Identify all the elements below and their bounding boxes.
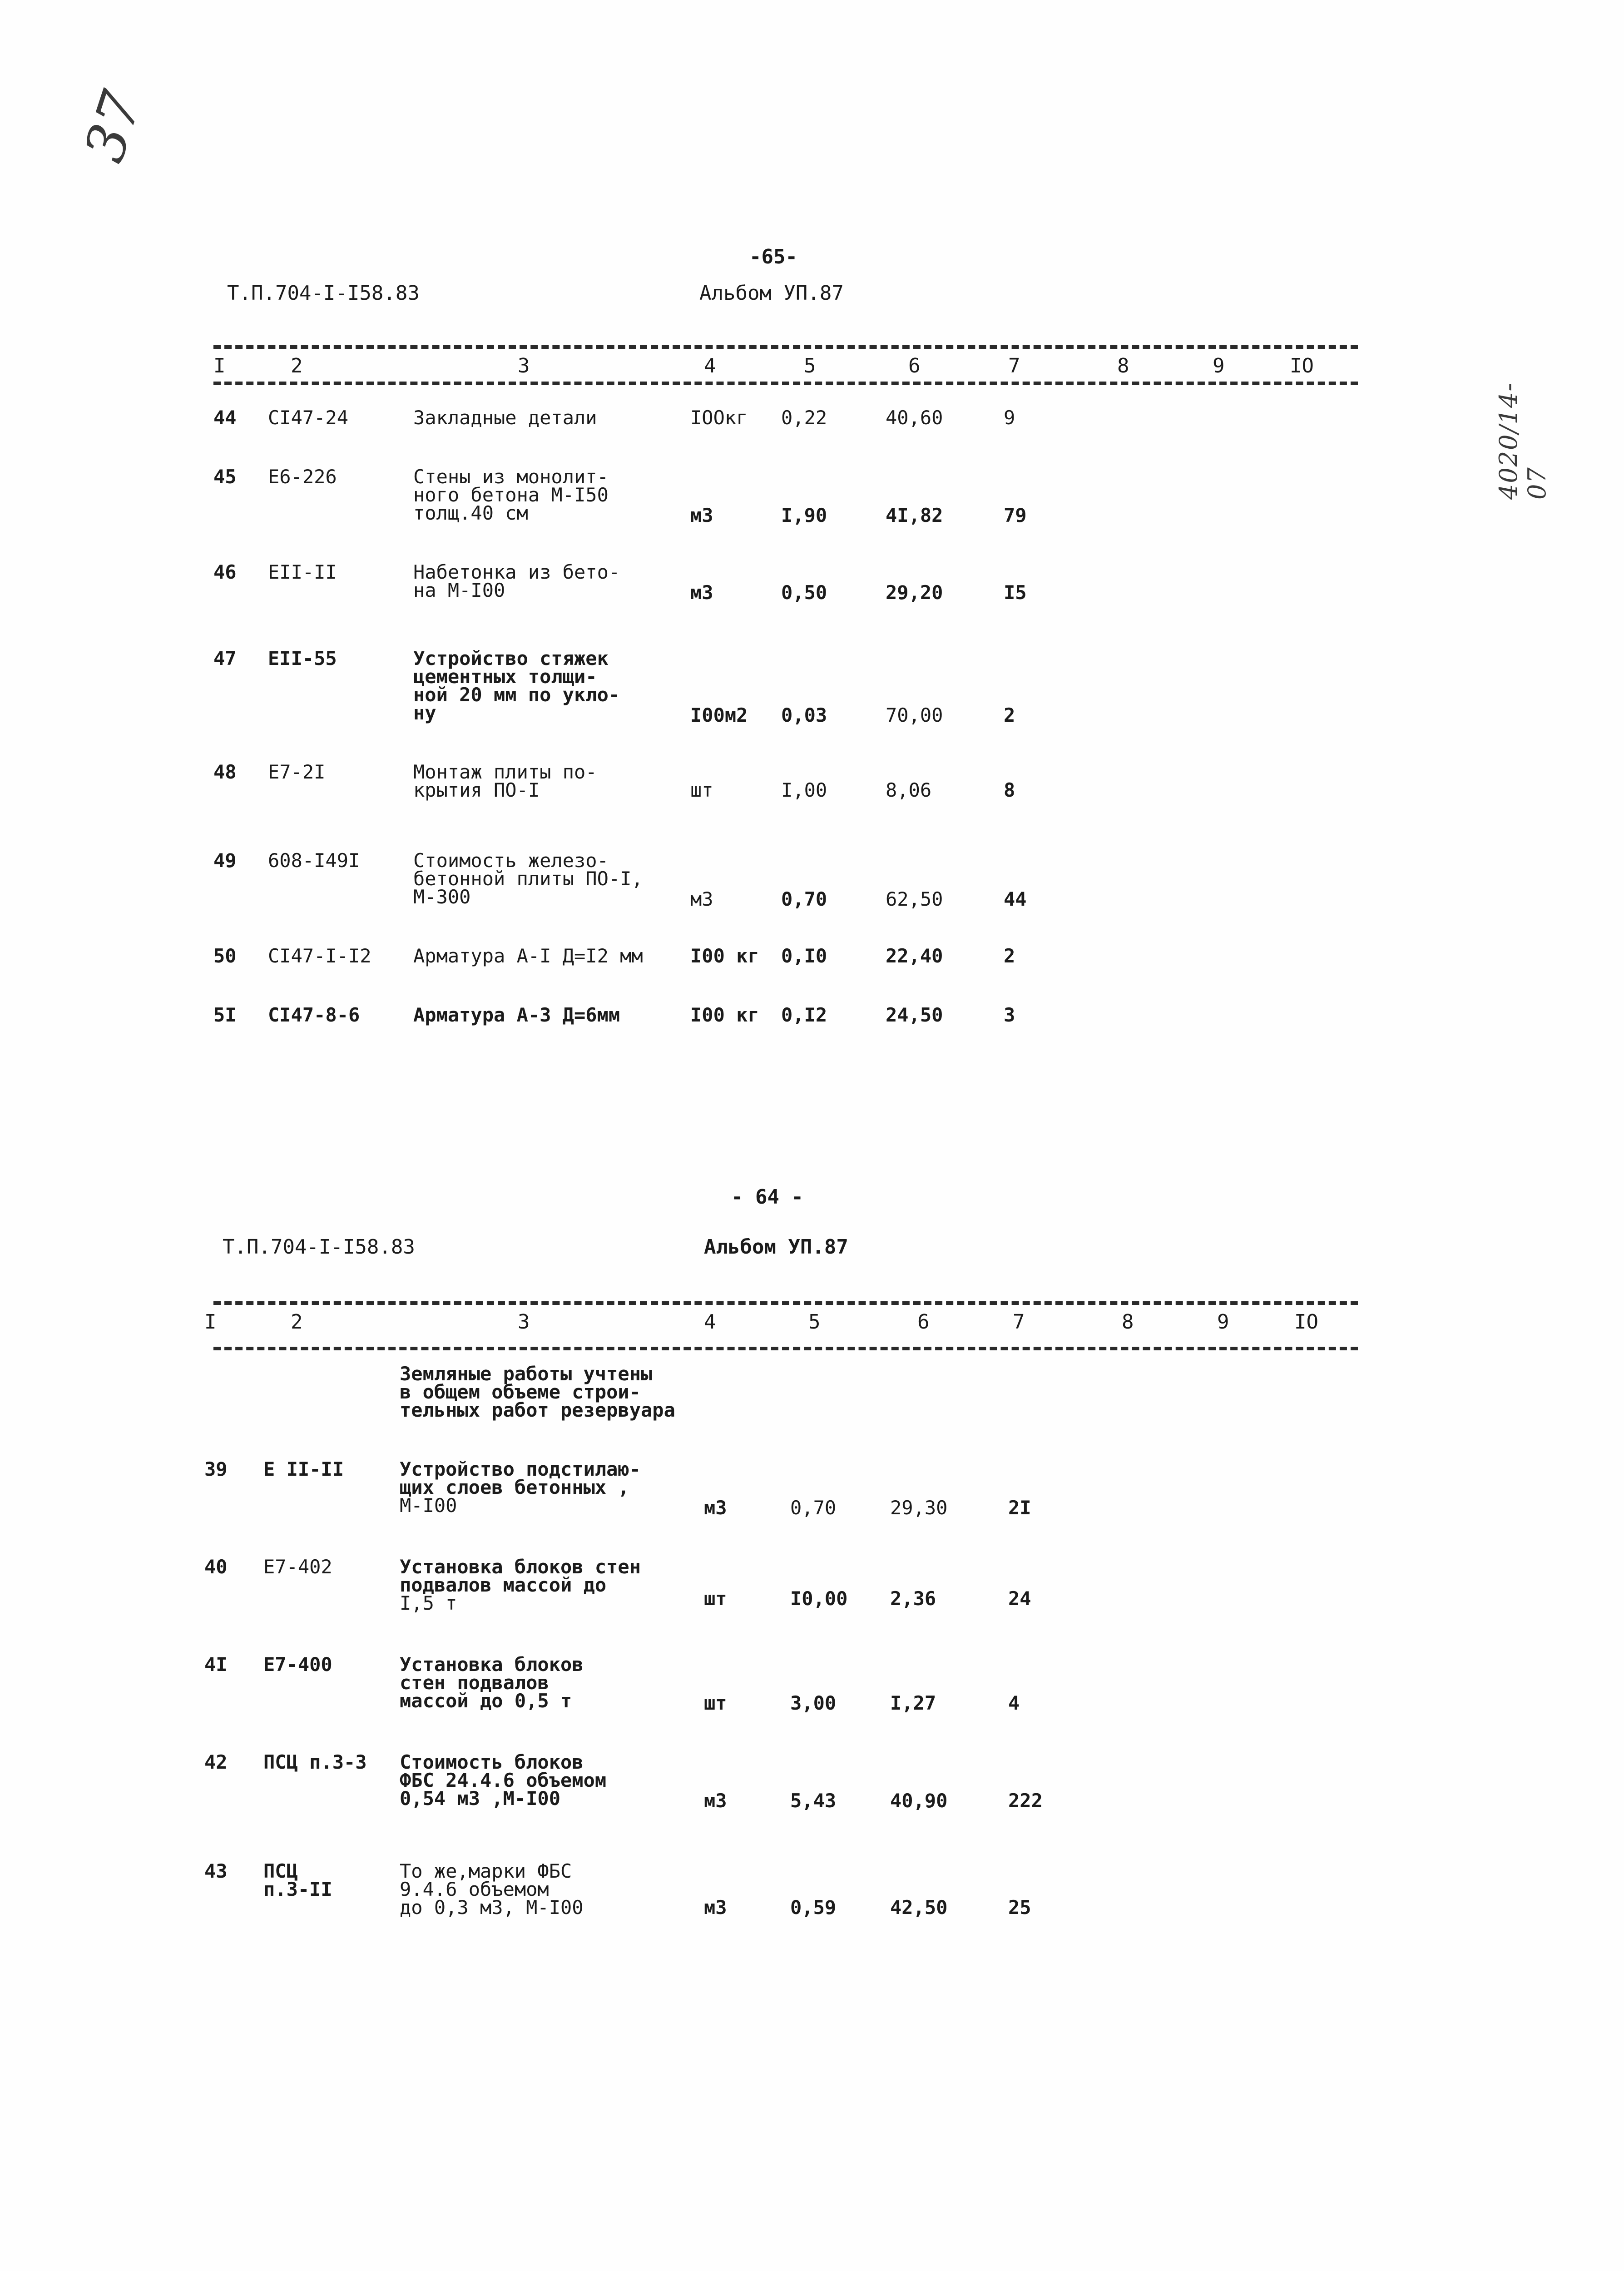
table-row — [200, 647, 1381, 731]
total-cost: 2 — [1004, 704, 1015, 726]
rate-code: 608-I49I — [268, 849, 360, 872]
work-name-line: стен подвалов — [400, 1671, 549, 1694]
rate-code: Е6-226 — [268, 466, 337, 488]
handwritten-sheet-number: 37 — [73, 84, 154, 169]
work-name-line: То же,марки ФБС — [400, 1860, 572, 1882]
rate-code: ПСЦ п.3-II — [263, 1860, 332, 1900]
unit: I00 кг — [690, 945, 759, 967]
work-name-line: цементных толщи- — [413, 665, 597, 688]
unit-price: 40,90 — [890, 1790, 948, 1812]
work-name-line: Монтаж плиты по- — [413, 761, 597, 783]
total-cost: 2 — [1004, 945, 1015, 967]
rate-code: ПСЦ п.3-3 — [263, 1751, 367, 1773]
unit-price: 42,50 — [890, 1896, 948, 1919]
table-row — [200, 1460, 1381, 1524]
unit: шт — [704, 1692, 727, 1714]
unit: м3 — [704, 1896, 727, 1919]
unit: шт — [690, 779, 713, 801]
row-number: 4I — [204, 1653, 228, 1676]
work-name-line: Стоимость железо- — [413, 849, 609, 872]
rate-code: Е7-402 — [263, 1556, 332, 1578]
column-number-6: 6 — [908, 354, 921, 377]
column-number-8: 8 — [1117, 354, 1129, 377]
work-name-line: Установка блоков — [400, 1653, 584, 1676]
unit-price: 40,60 — [886, 407, 943, 429]
unit-price: 70,00 — [886, 704, 943, 726]
total-cost: 8 — [1004, 779, 1015, 801]
column-number-10: IO — [1294, 1310, 1318, 1334]
column-number-7: 7 — [1013, 1310, 1025, 1334]
row-number: 49 — [213, 849, 237, 872]
quantity: 0,70 — [781, 888, 827, 910]
total-cost: 79 — [1004, 504, 1027, 526]
table-row — [200, 1006, 1381, 1033]
column-number-4: 4 — [704, 1310, 716, 1334]
total-cost: 2I — [1008, 1497, 1031, 1519]
unit-price: 4I,82 — [886, 504, 943, 526]
note-line: Земляные работы учтены — [400, 1363, 653, 1385]
note-line: тельных работ резервуара — [400, 1399, 675, 1421]
column-number-5: 5 — [808, 1310, 821, 1334]
quantity: 0,I2 — [781, 1004, 827, 1026]
rate-code: CI47-I-I2 — [268, 945, 371, 967]
unit-price: 62,50 — [886, 888, 943, 910]
total-cost: 24 — [1008, 1587, 1031, 1610]
table-header-top-rule — [213, 345, 1358, 349]
work-name-line: ной 20 мм по укло- — [413, 684, 620, 706]
row-number: 45 — [213, 466, 237, 488]
column-number-10: IO — [1290, 354, 1314, 377]
work-name-line: Арматура А-I Д=I2 мм — [413, 945, 643, 967]
unit-price: 24,50 — [886, 1004, 943, 1026]
work-name-line: Установка блоков стен — [400, 1556, 641, 1578]
column-number-9: 9 — [1213, 354, 1225, 377]
work-name-line: крытия ПО-I — [413, 779, 540, 801]
column-number-2: 2 — [291, 1310, 303, 1334]
rate-code: Е II-II — [263, 1458, 344, 1480]
unit-price: I,27 — [890, 1692, 936, 1714]
document-code: Т.П.704-I-I58.83 — [223, 1235, 415, 1259]
row-number: 42 — [204, 1751, 228, 1773]
unit-price: 8,06 — [886, 779, 932, 801]
row-number: 43 — [204, 1860, 228, 1882]
column-number-8: 8 — [1122, 1310, 1134, 1334]
table-row-note — [200, 1365, 1381, 1424]
album-label: Альбом УП.87 — [704, 1235, 848, 1259]
unit: м3 — [690, 504, 713, 526]
unit-price: 29,20 — [886, 581, 943, 604]
rate-code: Е7-2I — [268, 761, 326, 783]
work-name-line: ного бетона М-I50 — [413, 484, 609, 506]
work-name-line: бетонной плиты ПО-I, — [413, 868, 643, 890]
unit: IOOкг — [690, 407, 748, 429]
unit: м3 — [704, 1497, 727, 1519]
work-name-line: Устройство подстилаю- — [400, 1458, 641, 1480]
row-number: 50 — [213, 945, 237, 967]
column-number-1: I — [213, 354, 226, 377]
quantity: 0,22 — [781, 407, 827, 429]
rate-code: CI47-24 — [268, 407, 349, 429]
work-name-line: Набетонка из бето- — [413, 561, 620, 583]
total-cost: 25 — [1008, 1896, 1031, 1919]
work-name-line: Закладные детали — [413, 407, 597, 429]
quantity: 0,70 — [790, 1497, 837, 1519]
table-row — [200, 563, 1381, 609]
unit-price: 2,36 — [890, 1587, 936, 1610]
rate-code: Е7-400 — [263, 1653, 332, 1676]
page-number: -65- — [749, 245, 797, 268]
work-name-line: ну — [413, 702, 436, 724]
table-header-top-rule — [213, 1301, 1358, 1305]
rate-code: ЕII-55 — [268, 647, 337, 669]
quantity: 0,I0 — [781, 945, 827, 967]
column-number-6: 6 — [917, 1310, 930, 1334]
quantity: I,00 — [781, 779, 827, 801]
total-cost: I5 — [1004, 581, 1027, 604]
unit-price: 29,30 — [890, 1497, 948, 1519]
unit: I00 кг — [690, 1004, 759, 1026]
table-row — [200, 409, 1381, 436]
row-number: 40 — [204, 1556, 228, 1578]
row-number: 44 — [213, 407, 237, 429]
unit: шт — [704, 1587, 727, 1610]
table-header-bottom-rule — [213, 382, 1358, 385]
album-label: Альбом УП.87 — [699, 282, 844, 305]
work-name-line: Устройство стяжек — [413, 647, 609, 669]
table-row — [200, 849, 1381, 915]
work-name-line: подвалов массой до — [400, 1574, 607, 1596]
total-cost: 4 — [1008, 1692, 1020, 1714]
row-number: 48 — [213, 761, 237, 783]
column-number-2: 2 — [291, 354, 303, 377]
rate-code: CI47-8-6 — [268, 1004, 360, 1026]
quantity: I0,00 — [790, 1587, 848, 1610]
unit: м3 — [704, 1790, 727, 1812]
document-code: Т.П.704-I-I58.83 — [227, 282, 420, 305]
table-row — [200, 1653, 1381, 1719]
table-header-bottom-rule — [213, 1347, 1358, 1350]
work-name-line: Арматура А-3 Д=6мм — [413, 1004, 620, 1026]
column-number-3: 3 — [518, 1310, 530, 1334]
table-row — [200, 468, 1381, 531]
column-number-3: 3 — [518, 354, 530, 377]
work-name-line: на М-I00 — [413, 579, 505, 601]
column-number-4: 4 — [704, 354, 716, 377]
row-number: 46 — [213, 561, 237, 583]
quantity: 3,00 — [790, 1692, 837, 1714]
work-name-line: ФБС 24.4.6 объемом — [400, 1769, 607, 1791]
table-row — [200, 1558, 1381, 1621]
table-row — [200, 763, 1381, 808]
work-name-line: щих слоев бетонных , — [400, 1476, 629, 1498]
page-number: - 64 - — [731, 1185, 803, 1209]
unit: м3 — [690, 888, 713, 910]
total-cost: 3 — [1004, 1004, 1015, 1026]
quantity: 0,50 — [781, 581, 827, 604]
column-number-5: 5 — [804, 354, 816, 377]
unit: I00м2 — [690, 704, 748, 726]
total-cost: 44 — [1004, 888, 1027, 910]
row-number: 47 — [213, 647, 237, 669]
table-row — [200, 947, 1381, 974]
table-row — [200, 1862, 1381, 1926]
quantity: 0,59 — [790, 1896, 837, 1919]
work-name-line: М-300 — [413, 886, 471, 908]
work-name-line: толщ.40 см — [413, 502, 528, 524]
column-number-9: 9 — [1217, 1310, 1229, 1334]
quantity: 0,03 — [781, 704, 827, 726]
rate-code: ЕII-II — [268, 561, 337, 583]
quantity: 5,43 — [790, 1790, 837, 1812]
total-cost: 222 — [1008, 1790, 1043, 1812]
unit: м3 — [690, 581, 713, 604]
column-number-7: 7 — [1008, 354, 1020, 377]
column-number-1: I — [204, 1310, 217, 1334]
row-number: 39 — [204, 1458, 228, 1480]
work-name-line: 0,54 м3 ,М-I00 — [400, 1787, 561, 1810]
work-name-line: массой до 0,5 т — [400, 1690, 572, 1712]
work-name-line: Стоимость блоков — [400, 1751, 584, 1773]
total-cost: 9 — [1004, 407, 1015, 429]
row-number: 5I — [213, 1004, 237, 1026]
handwritten-side-code: 4020/14-07 — [1494, 382, 1551, 500]
work-name-line: 9.4.6 объемом — [400, 1878, 549, 1900]
work-name-line: М-I00 — [400, 1494, 457, 1517]
quantity: I,90 — [781, 504, 827, 526]
work-name-line: Стены из монолит- — [413, 466, 609, 488]
unit-price: 22,40 — [886, 945, 943, 967]
work-name-line: до 0,3 м3, М-I00 — [400, 1896, 584, 1919]
note-line: в общем объеме строи- — [400, 1381, 641, 1403]
table-row — [200, 1753, 1381, 1817]
work-name-line: I,5 т — [400, 1592, 457, 1614]
